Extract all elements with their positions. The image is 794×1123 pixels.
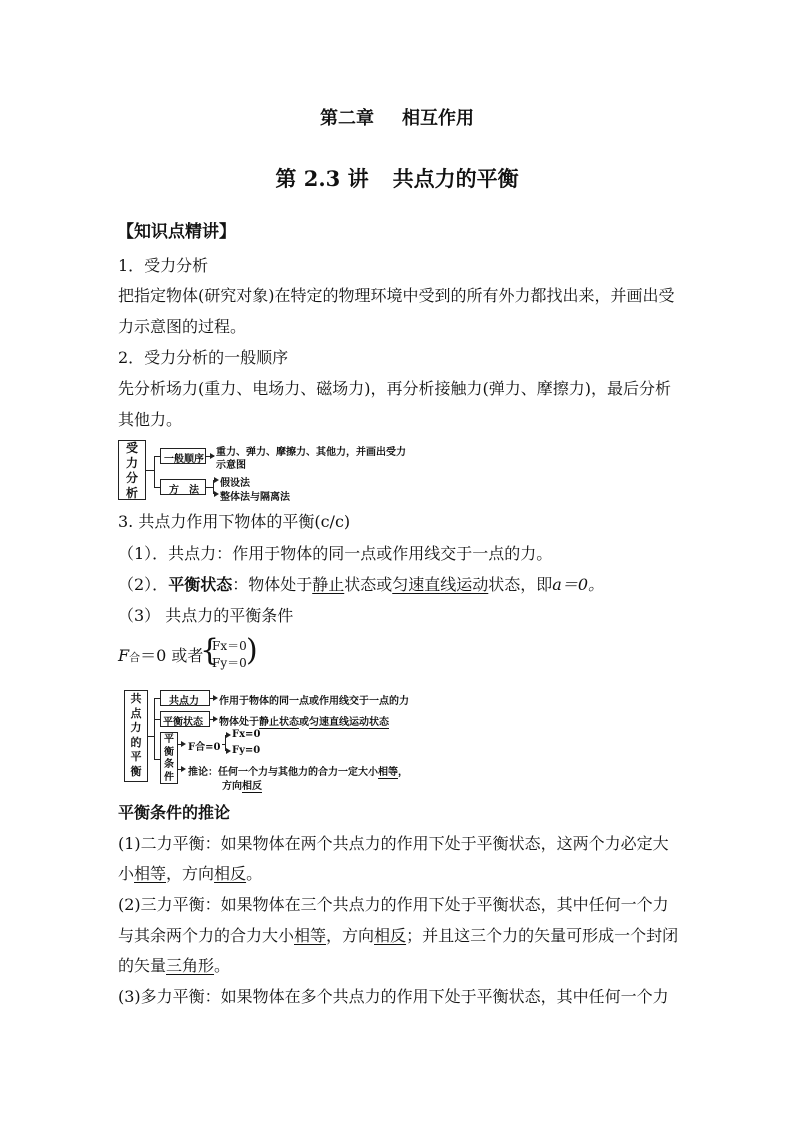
diagram2-b2-box: 平衡状态	[160, 711, 210, 727]
diagram2-b3-f: F合=0	[188, 742, 221, 753]
inference-p1-line1: (1)二力平衡：如果物体在两个共点力的作用下处于平衡状态，这两个力必定大	[118, 834, 669, 853]
item3-sub3: （3） 共点力的平衡条件	[118, 606, 294, 625]
diagram2-root-box: 共 点 力 的 平 衡	[124, 690, 148, 782]
item2-line2: 其他力。	[118, 410, 183, 429]
diagram1-branch1-box: 一般顺序	[160, 448, 206, 464]
diagram1-root-box: 受 力 分 析	[118, 440, 146, 500]
diagram1-branch2-box: 方 法	[160, 479, 206, 495]
inference-p3-line1: (3)多力平衡：如果物体在多个共点力的作用下处于平衡状态，其中任何一个力	[118, 987, 669, 1006]
diagram2-b1-text: 作用于物体的同一点或作用线交于一点的力	[219, 696, 409, 707]
inference-p2-line3: 的矢量三角形。	[118, 956, 231, 975]
inference-p2-line1: (2)三力平衡：如果物体在三个共点力的作用下处于平衡状态，其中任何一个力	[118, 895, 669, 914]
item3-sub2: （2）．平衡状态：物体处于静止状态或匀速直线运动状态，即a＝0。	[118, 575, 605, 594]
diagram2-b3-box: 平 衡 条 件	[160, 732, 178, 784]
item2-heading: 2．受力分析的一般顺序	[118, 348, 289, 367]
diagram1-method1: 假设法	[220, 478, 250, 489]
document-page: 第二章 相互作用 第 2.3 讲 共点力的平衡 【知识点精讲】 1．受力分析 把指定物体(研究对象)在特定的物理环境中受到的所有外力都找出来，并画出受 力示意图的过程。 2．受力分析的一般顺序 先分析场力(重力、电场力、磁场力)，再分析接触力(弹力、摩擦力)，最后分析 其他力。 受 力 分 析 一般顺序 重力、弹力、摩擦力、其他力，并画出受力 示意图 方 法 假设法 整体法与隔离法 3. 共点力作用下物体的平衡(c/c) （1）．共点力：作用于物体的同一点或作用线交于一点的力。 （2）．平衡状态：物体处于静止状态或匀速直线运动状态，即a＝0。 （3） 共点力的平衡条件 F合＝0 或者 { Fx＝0 Fy＝0 ) 共 点 力 的 平 衡 共点力 作用于物体的同一点或作用线交于一点的力 平衡状态 物体处于静止状态或匀速直线运动状态 平 衡 条 件 F合=0 Fx=0 Fy=0 推论：任何一个力与其他力的合力一定大小相等， 方向相反 平衡条件的推论 (1)二力平衡：如果物体在两个共点力的作用下处于平衡状态，这两个力必定大 小相等，方向相反。 (2)三力平衡：如果物体在三个共点力的作用下处于平衡状态，其中任何一个力 与其余两个力的合力大小相等，方向相反；并且这三个力的矢量可形成一个封闭 的矢量三角形。 (3)多力平衡：如果物体在多个共点力的作用下处于平衡状态，其中任何一个力	[0, 0, 794, 1123]
item2-line1: 先分析场力(重力、电场力、磁场力)，再分析接触力(弹力、摩擦力)，最后分析	[118, 379, 671, 398]
diagram2-b1-box: 共点力	[160, 690, 210, 706]
chapter-title: 第二章 相互作用	[320, 108, 474, 129]
inference-p1-line2: 小相等，方向相反。	[118, 864, 263, 883]
item1-line1: 把指定物体(研究对象)在特定的物理环境中受到的所有外力都找出来，并画出受	[118, 286, 675, 305]
inference-heading: 平衡条件的推论	[118, 803, 231, 822]
diagram2-b3-inference2: 方向相反	[222, 781, 262, 792]
section-heading: 【知识点精讲】	[117, 222, 236, 242]
diagram2-b3-fx: Fx=0	[232, 729, 261, 740]
item1-heading: 1．受力分析	[118, 256, 209, 275]
item3-sub1: （1）．共点力：作用于物体的同一点或作用线交于一点的力。	[118, 544, 553, 563]
diagram1-branch1-text1: 重力、弹力、摩擦力、其他力，并画出受力	[216, 447, 406, 458]
diagram2-b3-inference1: 推论：任何一个力与其他力的合力一定大小相等，	[188, 767, 408, 778]
lesson-title: 第 2.3 讲 共点力的平衡	[275, 166, 519, 191]
inference-p2-line2: 与其余两个力的合力大小相等，方向相反；并且这三个力的矢量可形成一个封闭	[118, 926, 679, 945]
diagram2-b2-text: 物体处于静止状态或匀速直线运动状态	[219, 717, 389, 728]
diagram1-branch1-text2: 示意图	[216, 460, 246, 471]
item1-line2: 力示意图的过程。	[118, 317, 247, 336]
diagram2-b3-fy: Fy=0	[232, 745, 261, 756]
item3-heading: 3. 共点力作用下物体的平衡(c/c)	[118, 512, 351, 531]
diagram1-method2: 整体法与隔离法	[220, 492, 290, 503]
